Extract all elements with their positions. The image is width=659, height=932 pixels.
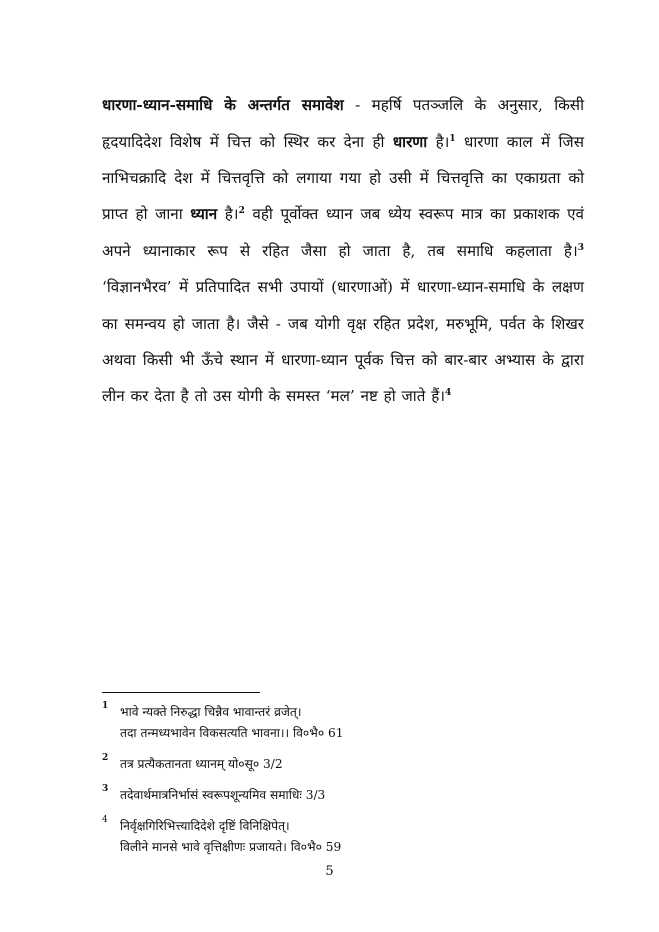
- footnote-line: तदा तन्मध्यभावेन विकसत्यति भावना।। वि०भै० 61: [120, 726, 344, 740]
- footnote-line: तत्र प्रत्यैकतानता ध्यानम् यो०सू० 3/2: [120, 757, 283, 771]
- footnote-4: [102, 816, 584, 858]
- footnote-ref-2[interactable]: 2: [238, 206, 245, 217]
- footnote-number: 4: [102, 815, 108, 825]
- footnote-ref-3[interactable]: 3: [577, 242, 584, 253]
- body-text-segment: है।: [217, 205, 239, 224]
- footnote-1: [102, 702, 584, 744]
- footnote-line: विलीने मानसे भावे वृत्तिक्षीणः प्रजायते। वि०भै० 59: [120, 840, 342, 854]
- body-text-segment: वही पूर्वोक्त ध्यान जब ध्येय स्वरूप मात्र का प्रकाशक एवं अपने ध्यानाकार रूप से रहित जैसा हो जाता है, तब समाधि कहलाता है।: [102, 205, 584, 260]
- footnote-ref-4[interactable]: 4: [445, 388, 452, 399]
- section-heading: धारणा-ध्यान-समाधि के अन्तर्गत समावेश: [102, 96, 344, 115]
- term-dhyana: ध्यान: [190, 205, 218, 224]
- footnote-line: निर्वृक्षगिरिभित्त्यादिदेशे दृष्टिं विनिक्षिपेत्।: [120, 819, 290, 833]
- footnote-ref-1[interactable]: 1: [449, 133, 456, 144]
- body-text-segment: है।: [427, 132, 450, 151]
- footnotes-section: [102, 702, 584, 858]
- footnote-3: [102, 785, 584, 806]
- footnote-number: 3: [102, 784, 109, 794]
- footnote-divider: [102, 692, 260, 693]
- term-dharana: धारणा: [392, 132, 428, 151]
- body-text-segment: ‘विज्ञानभैरव’ में प्रतिपादित सभी उपायों (धारणाओं) में धारणा-ध्यान-समाधि के लक्षण का समन्वय हो जाता है। जैसे - जब योगी वृक्ष रहित प्रदेश, मरुभूमि, पर्वत के शिखर अथवा किसी भी ऊँचे स्थान में धारणा-ध्यान पूर्वक चित्त को बार-बार अभ्यास के द्वारा लीन कर देता है तो उस योगी के समस्त ‘मल’ नष्ट हो जाते हैं।: [102, 278, 584, 406]
- footnote-line: भावे न्यक्ते निरुद्धा चिन्नैव भावान्तरं व्रजेत्।: [120, 705, 302, 719]
- page-number: 5: [325, 864, 334, 879]
- body-text-segment: धारणा काल में जिस नाभिचक्रादि देश में चित्तवृत्ति को लगाया गया हो उसी में चित्तवृत्ति का एकाग्रता को प्राप्त हो जाना: [102, 132, 584, 224]
- footnote-line: तदेवार्थमात्रनिर्भासं स्वरूपशून्यमिव समाधिः 3/3: [120, 788, 326, 802]
- footnote-number: 1: [102, 701, 109, 711]
- footnote-2: [102, 754, 584, 775]
- footnote-number: 2: [102, 753, 109, 763]
- body-text-segment: - महर्षि पतञ्जलि के अनुसार, किसी हृदयादिदेश विशेष में चित्त को स्थिर कर देना ही: [102, 96, 584, 151]
- main-paragraph: [102, 87, 584, 415]
